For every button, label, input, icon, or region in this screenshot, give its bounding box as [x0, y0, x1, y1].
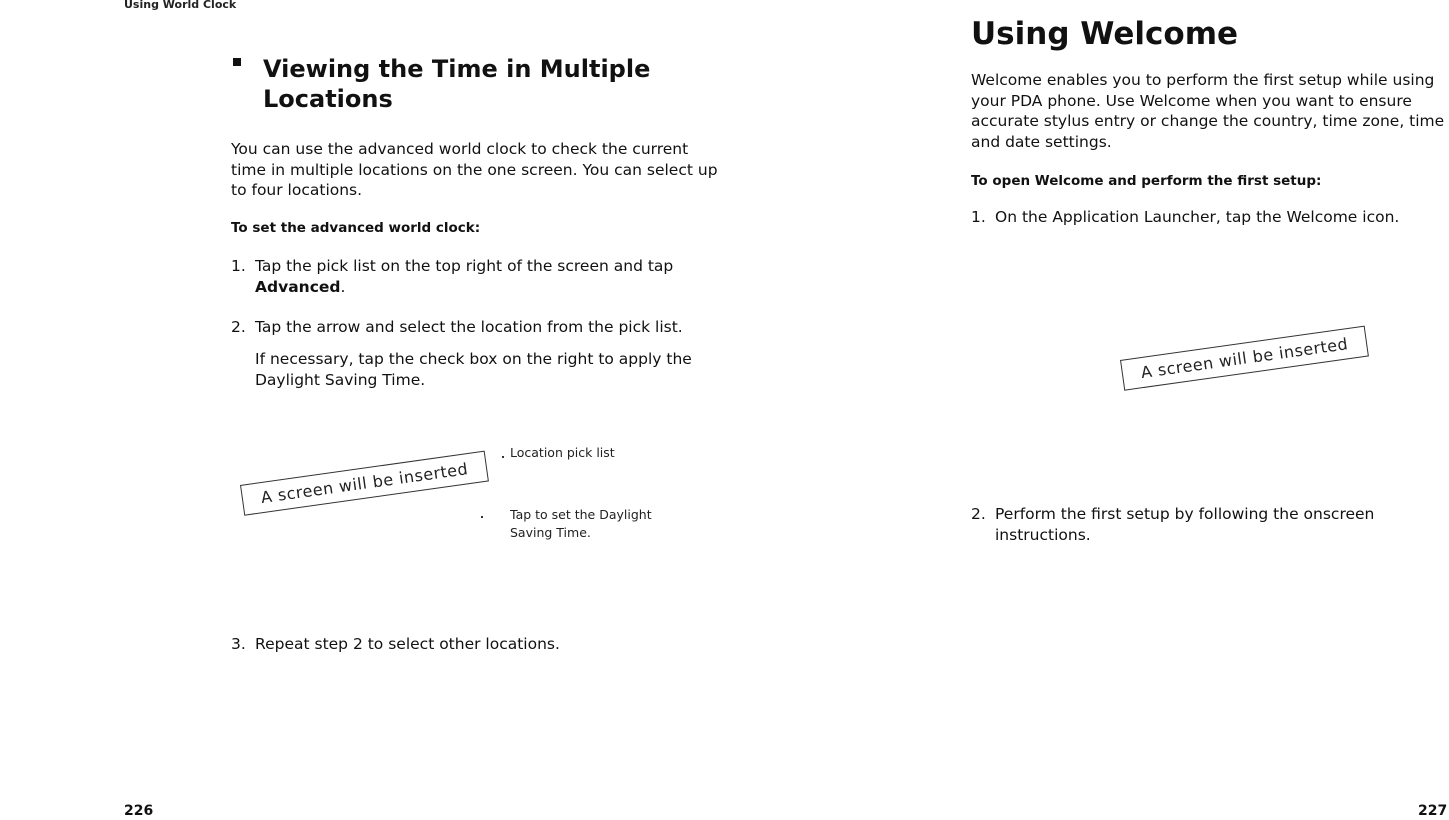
step-number: 2.: [231, 318, 246, 336]
left-step-2: [231, 317, 721, 339]
right-step-1: [971, 207, 1441, 229]
step-number: 3.: [231, 635, 246, 653]
section-bullet: [233, 58, 241, 66]
left-step-3: [231, 634, 721, 656]
callout-marker: [502, 456, 504, 458]
left-intro-paragraph: You can use the advanced world clock to check the current time in multiple locations on the one screen. You can select up to four locations.: [231, 140, 718, 199]
running-header: Using World Clock: [124, 0, 237, 11]
right-procedure-title: To open Welcome and perform the first setup:: [971, 173, 1322, 189]
screenshot-placeholder-right: A screen will be inserted: [1120, 326, 1369, 391]
step-text: Repeat step 2 to select other locations.: [255, 635, 560, 653]
right-step-2: [971, 504, 1441, 546]
step-text: Tap the pick list on the top right of the screen and tap Advanced.: [255, 257, 674, 296]
left-step-2-note: If necessary, tap the check box on the right to apply the Daylight Saving Time.: [255, 350, 692, 389]
callout-daylight-saving: Tap to set the Daylight Saving Time.: [510, 507, 652, 540]
left-procedure-title: To set the advanced world clock:: [231, 220, 481, 236]
step-number: 1.: [231, 257, 246, 275]
screenshot-placeholder-left: A screen will be inserted: [240, 451, 489, 516]
left-step-1: [231, 256, 721, 298]
step-number: 1.: [971, 208, 986, 226]
step-text: Tap the arrow and select the location from the pick list.: [255, 318, 683, 336]
callout-location-pick-list: Location pick list: [510, 445, 615, 460]
step-text: On the Application Launcher, tap the Welcome icon.: [995, 208, 1400, 226]
step-bold-term: Advanced: [255, 277, 341, 296]
page-number-left: 226: [124, 803, 154, 819]
step-number: 2.: [971, 505, 986, 523]
step-text: Perform the first setup by following the onscreen instructions.: [995, 505, 1375, 544]
page-title: Using Welcome: [971, 16, 1239, 52]
callout-marker: [481, 516, 483, 518]
page-number-right: 227: [1418, 803, 1448, 819]
right-intro-paragraph: Welcome enables you to perform the first setup while using your PDA phone. Use Welcome when you want to ensure accurate stylus entry or change the country, time zone, time and date settings.: [971, 71, 1445, 151]
section-title: Viewing the Time in Multiple Locations: [263, 55, 651, 113]
